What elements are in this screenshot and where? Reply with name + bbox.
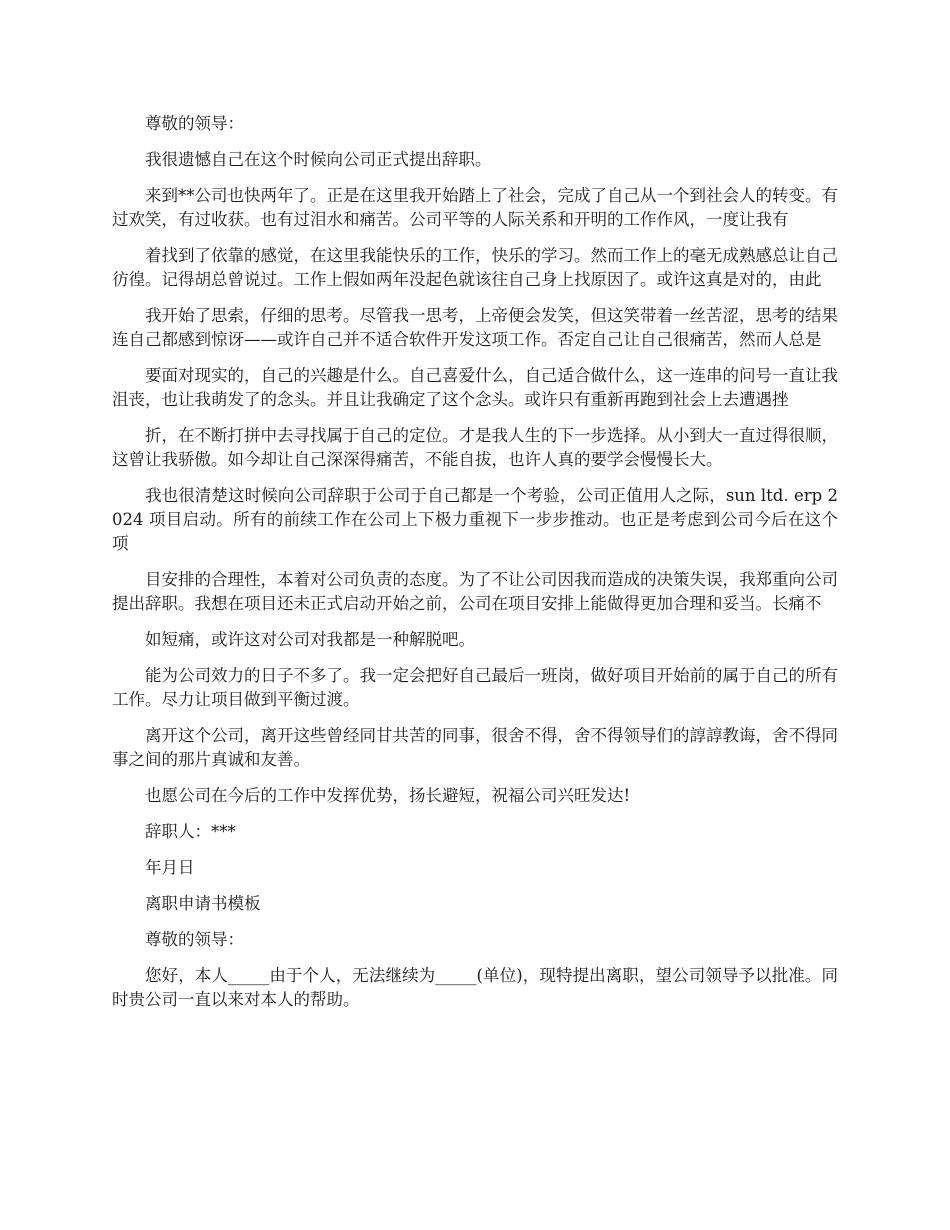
body-paragraph: 我很遗憾自己在这个时候向公司正式提出辞职。: [145, 150, 492, 169]
body-paragraph: 如短痛，或许这对公司对我都是一种解脱吧。: [145, 630, 475, 649]
body-paragraph: 目安排的合理性，本着对公司负责的态度。为了不让公司因我而造成的决策失误，我郑重向公司提出辞职。我想在项目还未正式启动开始之前，公司在项目安排上能做得更加合理和妥当。长痛不: [112, 570, 838, 613]
signature-line: 辞职人：***: [145, 822, 236, 841]
body-paragraph: 来到**公司也快两年了。正是在这里我开始踏上了社会，完成了自己从一个到社会人的转变。有过欢笑，有过收获。也有过泪水和痛苦。公司平等的人际关系和开明的工作作风，一度让我有: [112, 186, 838, 229]
body-paragraph: 要面对现实的，自己的兴趣是什么。自己喜爱什么，自己适合做什么，这一连串的问号一直让我沮丧，也让我萌发了的念头。并且让我确定了这个念头。或许只有重新再跑到社会上去遭遇挫: [112, 366, 838, 409]
closing-paragraph: 也愿公司在今后的工作中发挥优势，扬长避短，祝福公司兴旺发达!: [145, 786, 631, 805]
body-paragraph: 我也很清楚这时候向公司辞职于公司于自己都是一个考验，公司正值用人之际，sun ltd. erp 2024 项目启动。所有的前续工作在公司上下极力重视下一步步推动。也正是考虑到公司今后在这个项: [112, 486, 838, 553]
body-paragraph: 您好，本人_____由于个人，无法继续为_____(单位)，现特提出离职，望公司领导予以批准。同时贵公司一直以来对本人的帮助。: [112, 966, 838, 1009]
body-paragraph: 能为公司效力的日子不多了。我一定会把好自己最后一班岗，做好项目开始前的属于自己的所有工作。尽力让项目做到平衡过渡。: [112, 666, 838, 709]
body-paragraph: 我开始了思索，仔细的思考。尽管我一思考，上帝便会发笑，但这笑带着一丝苦涩，思考的结果连自己都感到惊讶——或许自己并不适合软件开发这项工作。否定自己让自己很痛苦，然而人总是: [112, 306, 838, 349]
date-line: 年月日: [145, 858, 195, 877]
salutation: 尊敬的领导：: [145, 114, 244, 133]
salutation: 尊敬的领导：: [145, 930, 244, 949]
template-heading: 离职申请书模板: [145, 894, 261, 913]
body-paragraph: 离开这个公司，离开这些曾经同甘共苦的同事，很舍不得，舍不得领导们的諄諄教诲，舍不得同事之间的那片真诚和友善。: [112, 726, 838, 769]
body-paragraph: 折，在不断打拼中去寻找属于自己的定位。才是我人生的下一步选择。从小到大一直过得很顺，这曾让我骄傲。如今却让自己深深得痛苦，不能自拔，也许人真的要学会慢慢长大。: [112, 426, 838, 469]
body-paragraph: 着找到了依靠的感觉，在这里我能快乐的工作，快乐的学习。然而工作上的毫无成熟感总让自己彷徨。记得胡总曾说过。工作上假如两年没起色就该往自己身上找原因了。或许这真是对的，由此: [112, 246, 838, 289]
